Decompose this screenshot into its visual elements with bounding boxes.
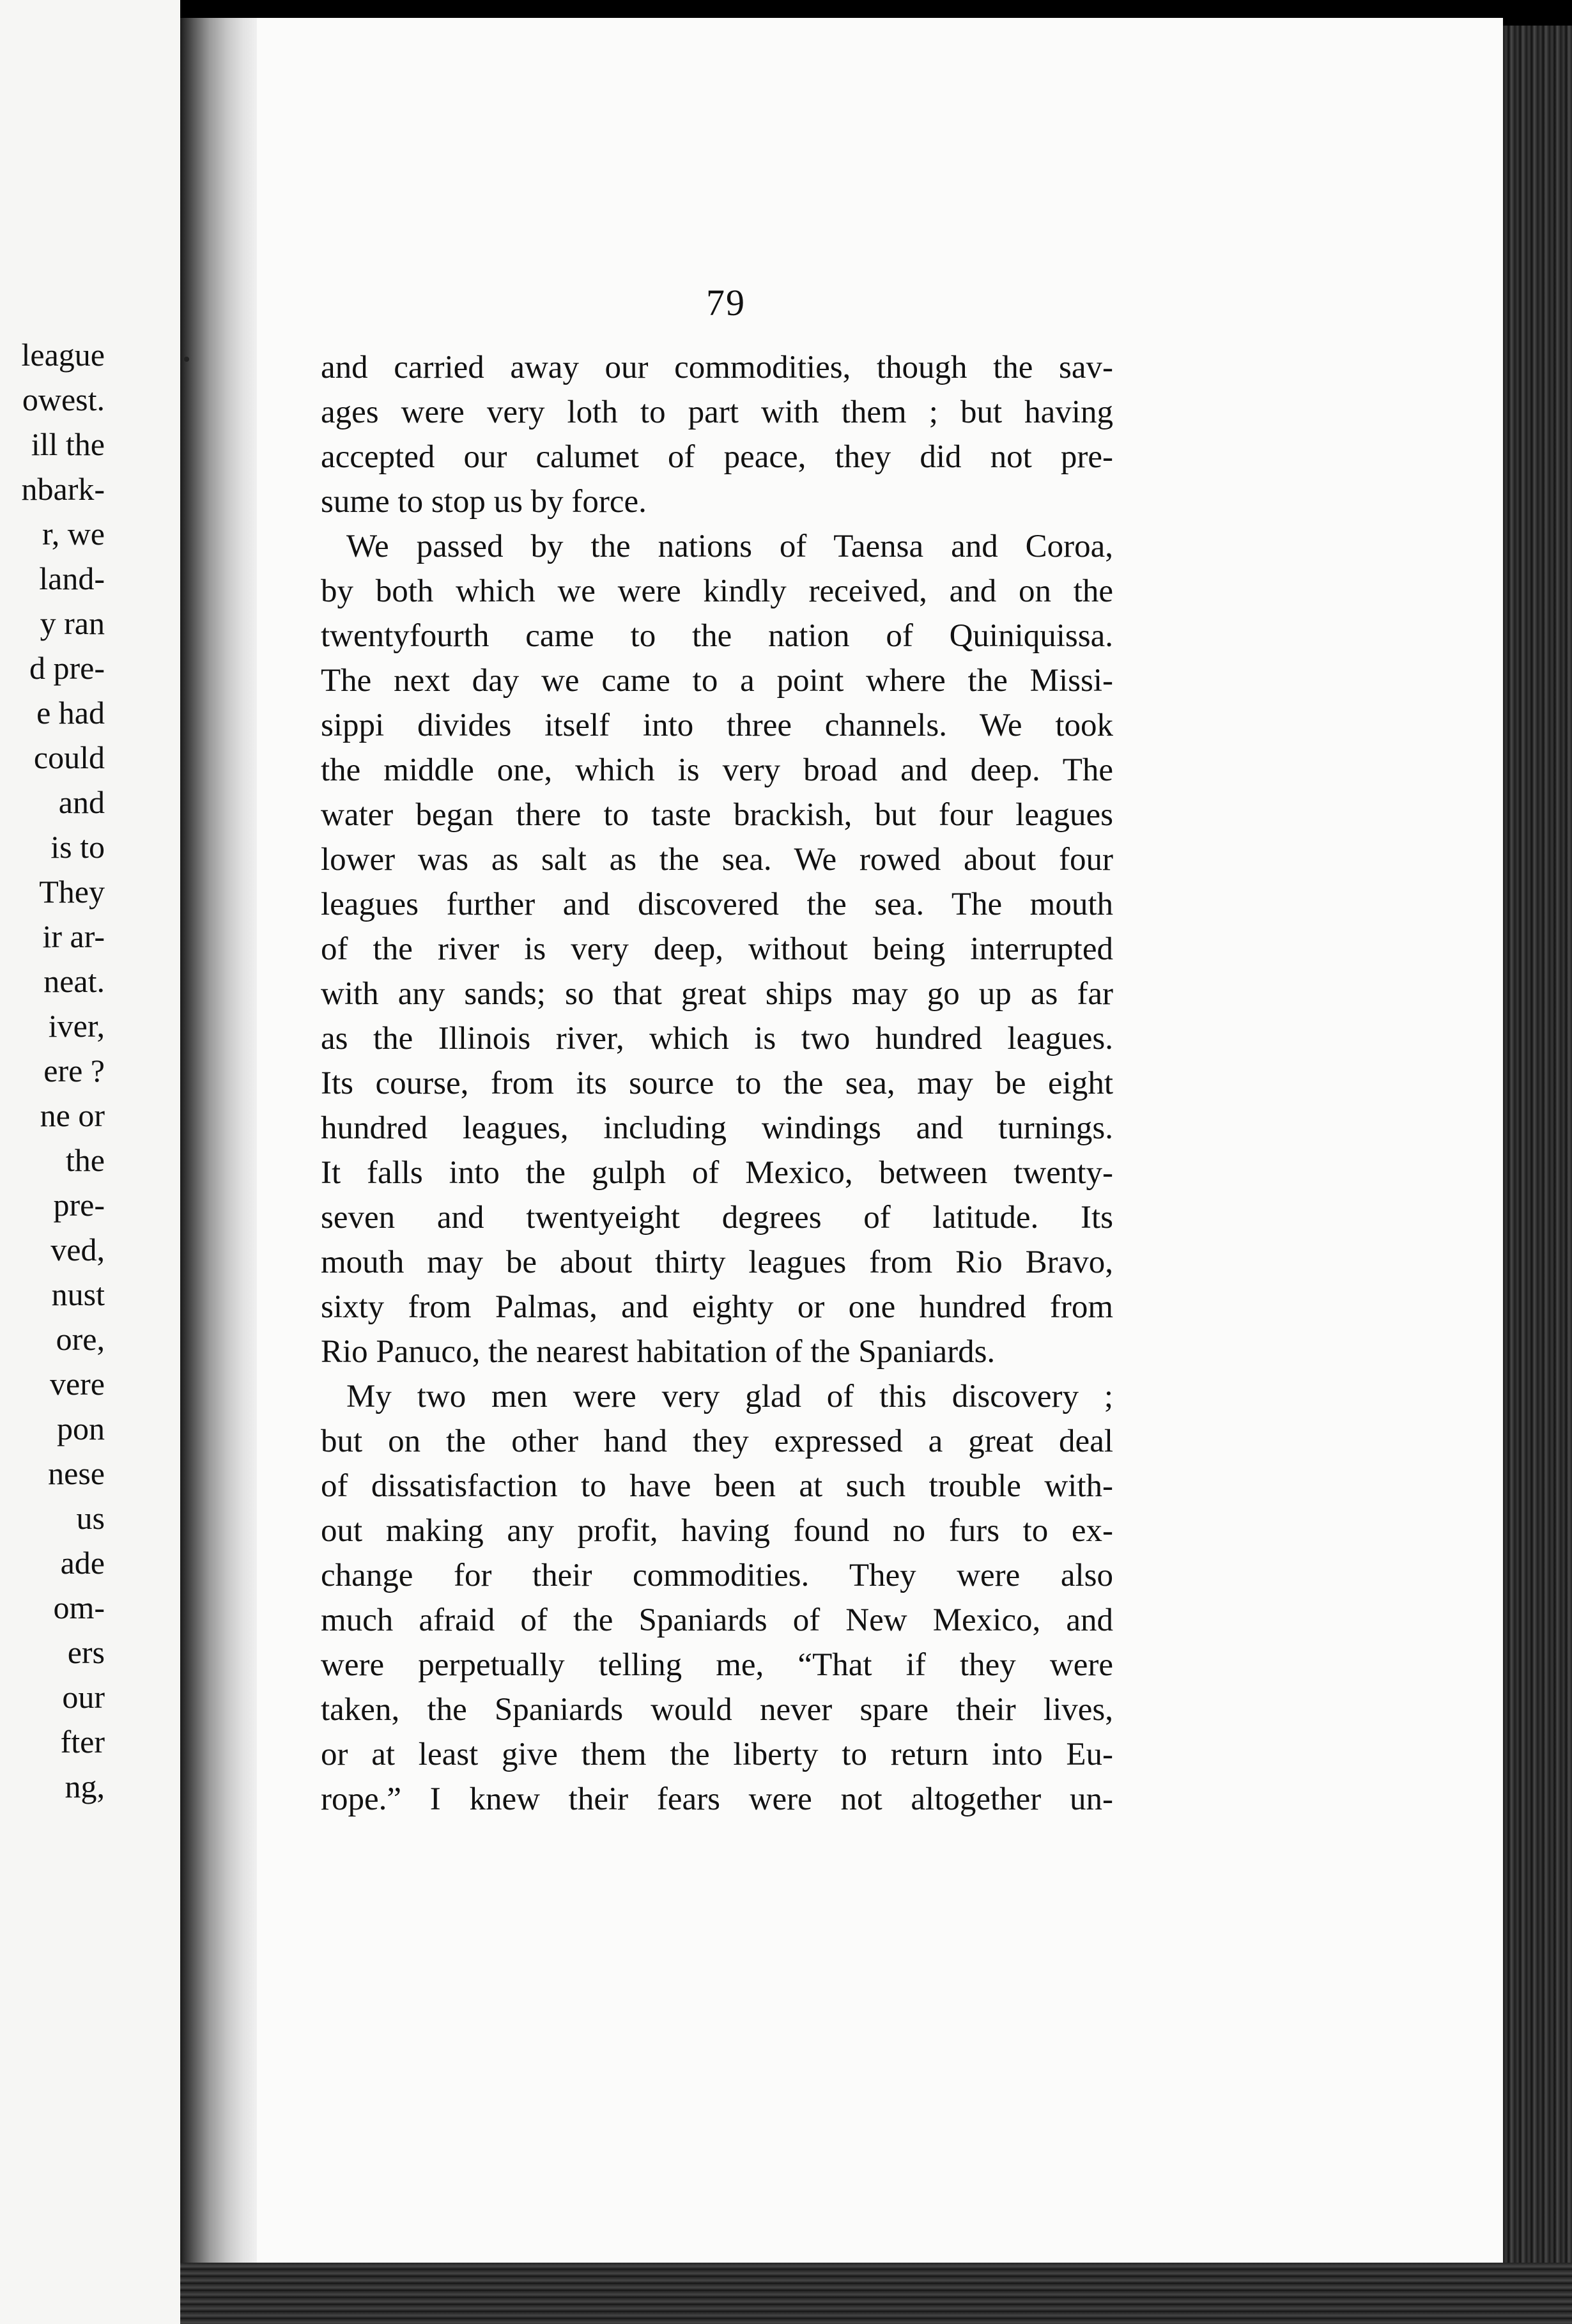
facing-page-fragment: ir ar- xyxy=(42,918,105,954)
text-line: by both which we were kindly received, and on the xyxy=(321,573,1113,609)
page-edges-right xyxy=(1503,26,1572,2324)
text-line: with any sands; so that great ships may go up as far xyxy=(321,976,1113,1012)
facing-page-fragment: and xyxy=(58,784,105,820)
text-line: much afraid of the Spaniards of New Mexico, and xyxy=(321,1602,1113,1638)
facing-page-fragment: ill the xyxy=(31,426,105,462)
facing-page-fragment: ers xyxy=(67,1634,105,1670)
text-line: sume to stop us by force. xyxy=(321,484,647,520)
text-line: were perpetually telling me, “That if they were xyxy=(321,1647,1113,1683)
text-line: and carried away our commodities, though the sav- xyxy=(321,350,1113,385)
text-line: Rio Panuco, the nearest habitation of the Spaniards. xyxy=(321,1334,996,1370)
facing-page-fragment: neat. xyxy=(43,963,105,999)
facing-page-fragment: r, we xyxy=(42,516,105,552)
facing-page-fragment: ere ? xyxy=(43,1053,105,1088)
text-line: accepted our calumet of peace, they did not pre- xyxy=(321,439,1113,475)
facing-page-fragment: nese xyxy=(48,1455,105,1491)
text-line: ages were very loth to part with them ; but having xyxy=(321,394,1113,430)
text-line: sixty from Palmas, and eighty or one hundred from xyxy=(321,1289,1113,1325)
facing-page-fragment: is to xyxy=(50,829,105,865)
facing-page-fragment: ng, xyxy=(65,1769,105,1804)
facing-page-fragment: y ran xyxy=(40,605,105,641)
paragraph-start-line: My two men were very glad of this discovery ; xyxy=(346,1379,1113,1414)
margin-speck xyxy=(184,357,189,362)
facing-page-fragment: d pre- xyxy=(29,650,105,686)
facing-page-fragment: om- xyxy=(53,1590,105,1625)
text-line: taken, the Spaniards would never spare their lives, xyxy=(321,1692,1113,1728)
text-line: of the river is very deep, without being interrupted xyxy=(321,931,1113,967)
facing-page-fragment: ore, xyxy=(56,1321,105,1357)
facing-page-fragment: nbark- xyxy=(21,471,105,507)
text-line: hundred leagues, including windings and turnings. xyxy=(321,1110,1113,1146)
text-line: or at least give them the liberty to return into Eu- xyxy=(321,1737,1113,1772)
text-line: out making any profit, having found no furs to ex- xyxy=(321,1513,1113,1549)
facing-page-fragment: pon xyxy=(57,1411,105,1446)
text-line: lower was as salt as the sea. We rowed about four xyxy=(321,842,1113,878)
facing-page-fragment: e had xyxy=(36,695,105,731)
facing-page-fragment: nust xyxy=(51,1276,105,1312)
facing-page-fragment: pre- xyxy=(53,1187,105,1223)
facing-page-fragment: could xyxy=(33,740,105,775)
facing-page-fragment: iver, xyxy=(48,1008,105,1044)
page-edges-bottom xyxy=(180,2263,1572,2324)
paragraph-start-line: We passed by the nations of Taensa and Coroa, xyxy=(346,529,1113,564)
text-line: sippi divides itself into three channels. We took xyxy=(321,708,1113,743)
text-line: but on the other hand they expressed a great deal xyxy=(321,1423,1113,1459)
facing-page-fragment: our xyxy=(62,1679,105,1715)
facing-page-fragment: fter xyxy=(60,1724,105,1760)
text-line: of dissatisfaction to have been at such trouble with- xyxy=(321,1468,1113,1504)
facing-page-fragment: ved, xyxy=(50,1232,105,1267)
text-line: water began there to taste brackish, but four leagues xyxy=(321,797,1113,833)
facing-page-fragment: They xyxy=(39,874,105,910)
book-gutter xyxy=(180,18,257,2281)
text-line: rope.” I knew their fears were not altogether un- xyxy=(321,1781,1113,1817)
facing-page-fragment: ade xyxy=(60,1545,105,1581)
facing-page-fragment: owest. xyxy=(22,382,105,417)
text-line: the middle one, which is very broad and deep. The xyxy=(321,752,1113,788)
facing-page-fragment: the xyxy=(65,1142,105,1178)
page-number: 79 xyxy=(706,282,746,323)
facing-page-fragment: ne or xyxy=(40,1097,105,1133)
text-line: as the Illinois river, which is two hundred leagues. xyxy=(321,1021,1113,1057)
text-line: The next day we came to a point where the Missi- xyxy=(321,663,1113,699)
text-line: twentyfourth came to the nation of Quiniquissa. xyxy=(321,618,1113,654)
facing-page-fragment: vere xyxy=(49,1366,105,1402)
facing-page xyxy=(0,0,180,2324)
text-line: It falls into the gulph of Mexico, between twenty- xyxy=(321,1155,1113,1191)
text-line: seven and twentyeight degrees of latitude. Its xyxy=(321,1200,1113,1236)
facing-page-fragment: land- xyxy=(39,561,105,596)
text-line: leagues further and discovered the sea. The mouth xyxy=(321,887,1113,922)
facing-page-fragment: us xyxy=(76,1500,105,1536)
text-line: change for their commodities. They were also xyxy=(321,1558,1113,1593)
facing-page-fragment: league xyxy=(21,337,105,373)
body-text xyxy=(321,345,1113,1822)
text-line: Its course, from its source to the sea, may be eight xyxy=(321,1065,1113,1101)
text-line: mouth may be about thirty leagues from Rio Bravo, xyxy=(321,1244,1113,1280)
